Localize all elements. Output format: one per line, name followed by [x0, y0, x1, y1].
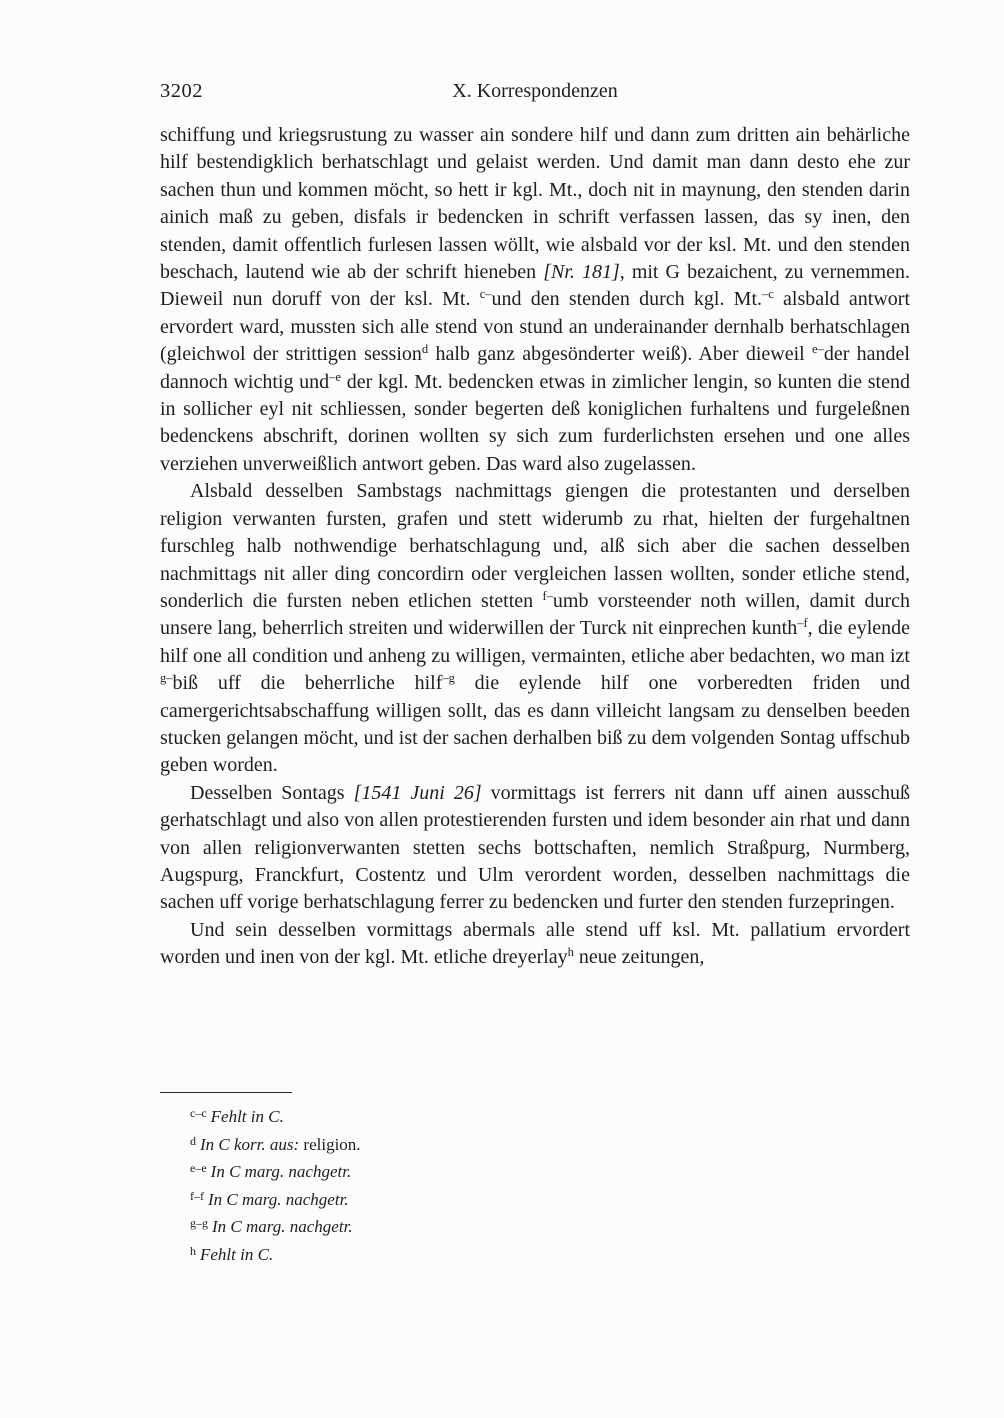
text-run: g– — [160, 671, 173, 686]
text-run: alsbald antwort ervordert ward, mussten sich alle stend von stund an underainander dernhalb berhatschlagen (gleichwol der strittigen session — [160, 288, 910, 366]
text-run: In C marg. nachgetr. — [212, 1217, 353, 1237]
text-run: die eylende hilf one vorberedten friden und camergerichtsabschaffung willigen sollt, das es dann villeicht langsam zu denselben beeden stucken gelangen möcht, und ist der sachen derhalben biß zu dem volgenden Sontag uffschub geben worden. — [160, 672, 910, 777]
footnote-separator — [160, 1092, 292, 1093]
text-run: umb vorsteender noth willen, damit durch unsere lang, beherrlich streiten und widerwillen der Turck nit einprechen kunth — [160, 589, 910, 640]
text-run: , die eylende hilf one all condition und anheng zu willigen, vermainten, etliche aber bedachten, wo man izt — [160, 617, 910, 667]
text-run: In C marg. nachgetr. — [210, 1162, 352, 1182]
paragraph — [160, 917, 910, 972]
text-run: [1541 Juni 26] — [353, 781, 482, 804]
paragraph — [160, 478, 910, 779]
text-run: –g — [442, 671, 455, 686]
text-run: f– — [542, 588, 553, 603]
page-header — [160, 80, 910, 122]
footnote — [160, 1242, 910, 1270]
text-run: und den stenden durch kgl. Mt. — [491, 288, 762, 311]
text-run: c– — [479, 287, 492, 302]
text-run: religion. — [299, 1134, 361, 1154]
text-block — [160, 80, 910, 972]
text-run: Desselben Sontags — [190, 781, 354, 804]
footnote — [160, 1187, 910, 1215]
text-run: h — [567, 945, 574, 960]
footnote — [160, 1159, 910, 1187]
footnote — [160, 1132, 910, 1160]
text-run: e– — [812, 342, 824, 357]
text-run: –e — [329, 369, 341, 384]
text-run: schiffung und kriegsrustung zu wasser ain sondere hilf und dann zum dritten ain behärliche hilf bestendigklich berhatschlagt und gelaist werden. Und damit man dann desto ehe zur sachen thun und kommen möcht, so hett ir kgl. Mt., doch nit in maynung, den stenden darin ainich maß zu geben, disfals ir bedencken in schrift verfassen lassen, das sy inen, den stenden, damit offentlich furlesen lassen wöllt, wie alsbald vor der ksl. Mt. und den stenden beschach, lautend wie ab der schrift hieneben — [160, 124, 910, 284]
footnote-list — [160, 1104, 910, 1270]
text-run: der handel dannoch wichtig und — [160, 343, 910, 393]
text-run: der kgl. Mt. bedencken etwas in zimlicher lengin, so kunten die stend in sollicher eyl nit schliessen, sonder begerten deß koniglichen furhaltens und furgeleßnen bedenckens abschrift, dorinen wollten sy sich zum furderlichsten ersehen und one alles verziehen unverweißlich antwort geben. Das ward also zugelassen. — [160, 370, 910, 475]
text-run: neue zeitungen, — [573, 946, 705, 969]
text-run: , mit G bezaichent, zu vernemmen. Dieweil nun doruff von der ksl. Mt. — [160, 261, 910, 311]
footnote — [160, 1104, 910, 1132]
footnotes-section — [160, 1092, 910, 1270]
paragraph — [160, 780, 910, 917]
text-run: Fehlt in C. — [210, 1107, 284, 1126]
text-run: vormittags ist ferrers nit dann uff ainen ausschuß gerhatschlagt und also von allen protestierenden fursten und idem besonder ain rhat und dann von allen religionverwanten stetten sechs bottschaften, nemlich Straßpurg, Nurmberg, Augspurg, Franckfurt, Costentz und Ulm verordent worden, desselben nachmittags die sachen uff vorige berhatschlagung ferrer zu bedencken und furter den stenden furzepringen. — [160, 781, 911, 914]
text-run: –f — [797, 616, 808, 631]
footnote-marker: e–e — [190, 1161, 207, 1176]
text-run: d — [421, 342, 429, 357]
page-number: 3202 — [160, 80, 203, 102]
text-run: –c — [762, 287, 774, 302]
text-run: Und sein desselben vormittags abermals alle stend uff ksl. Mt. pallatium ervordert worden und inen von der kgl. Mt. etliche dreyerlay — [160, 918, 910, 969]
text-run: Alsbald desselben Sambstags nachmittags giengen die protestanten und derselben religion verwanten fursten, grafen und stett widerumb zu rhat, hielten der furgehaltnen furschleg halb nothwendige berhatschlagung und, alß sich aber die sachen desselben nachmittags nit aller ding concordirn oder vergleichen lassen wollten, sonder etliche stend, sonderlich die fursten neben etlichen stetten — [160, 480, 910, 612]
text-run: biß uff die beherrliche hilf — [172, 672, 443, 695]
footnote-marker: f–f — [190, 1188, 204, 1203]
footnote-marker: c–c — [190, 1106, 207, 1120]
text-run: Fehlt in C. — [200, 1244, 274, 1264]
footnote-marker: d — [190, 1133, 196, 1148]
text-run: [Nr. 181] — [543, 261, 620, 284]
text-run: halb ganz abgesönderter weiß). Aber dieweil — [428, 343, 813, 366]
body-text — [160, 122, 910, 972]
paragraph — [160, 122, 910, 478]
running-title: X. Korrespondenzen — [452, 80, 618, 102]
text-run: In C korr. aus: — [200, 1134, 300, 1154]
footnote — [160, 1214, 910, 1242]
footnote-marker: h — [190, 1243, 196, 1258]
text-run: In C marg. nachgetr. — [208, 1189, 349, 1209]
footnote-marker: g–g — [190, 1216, 208, 1231]
